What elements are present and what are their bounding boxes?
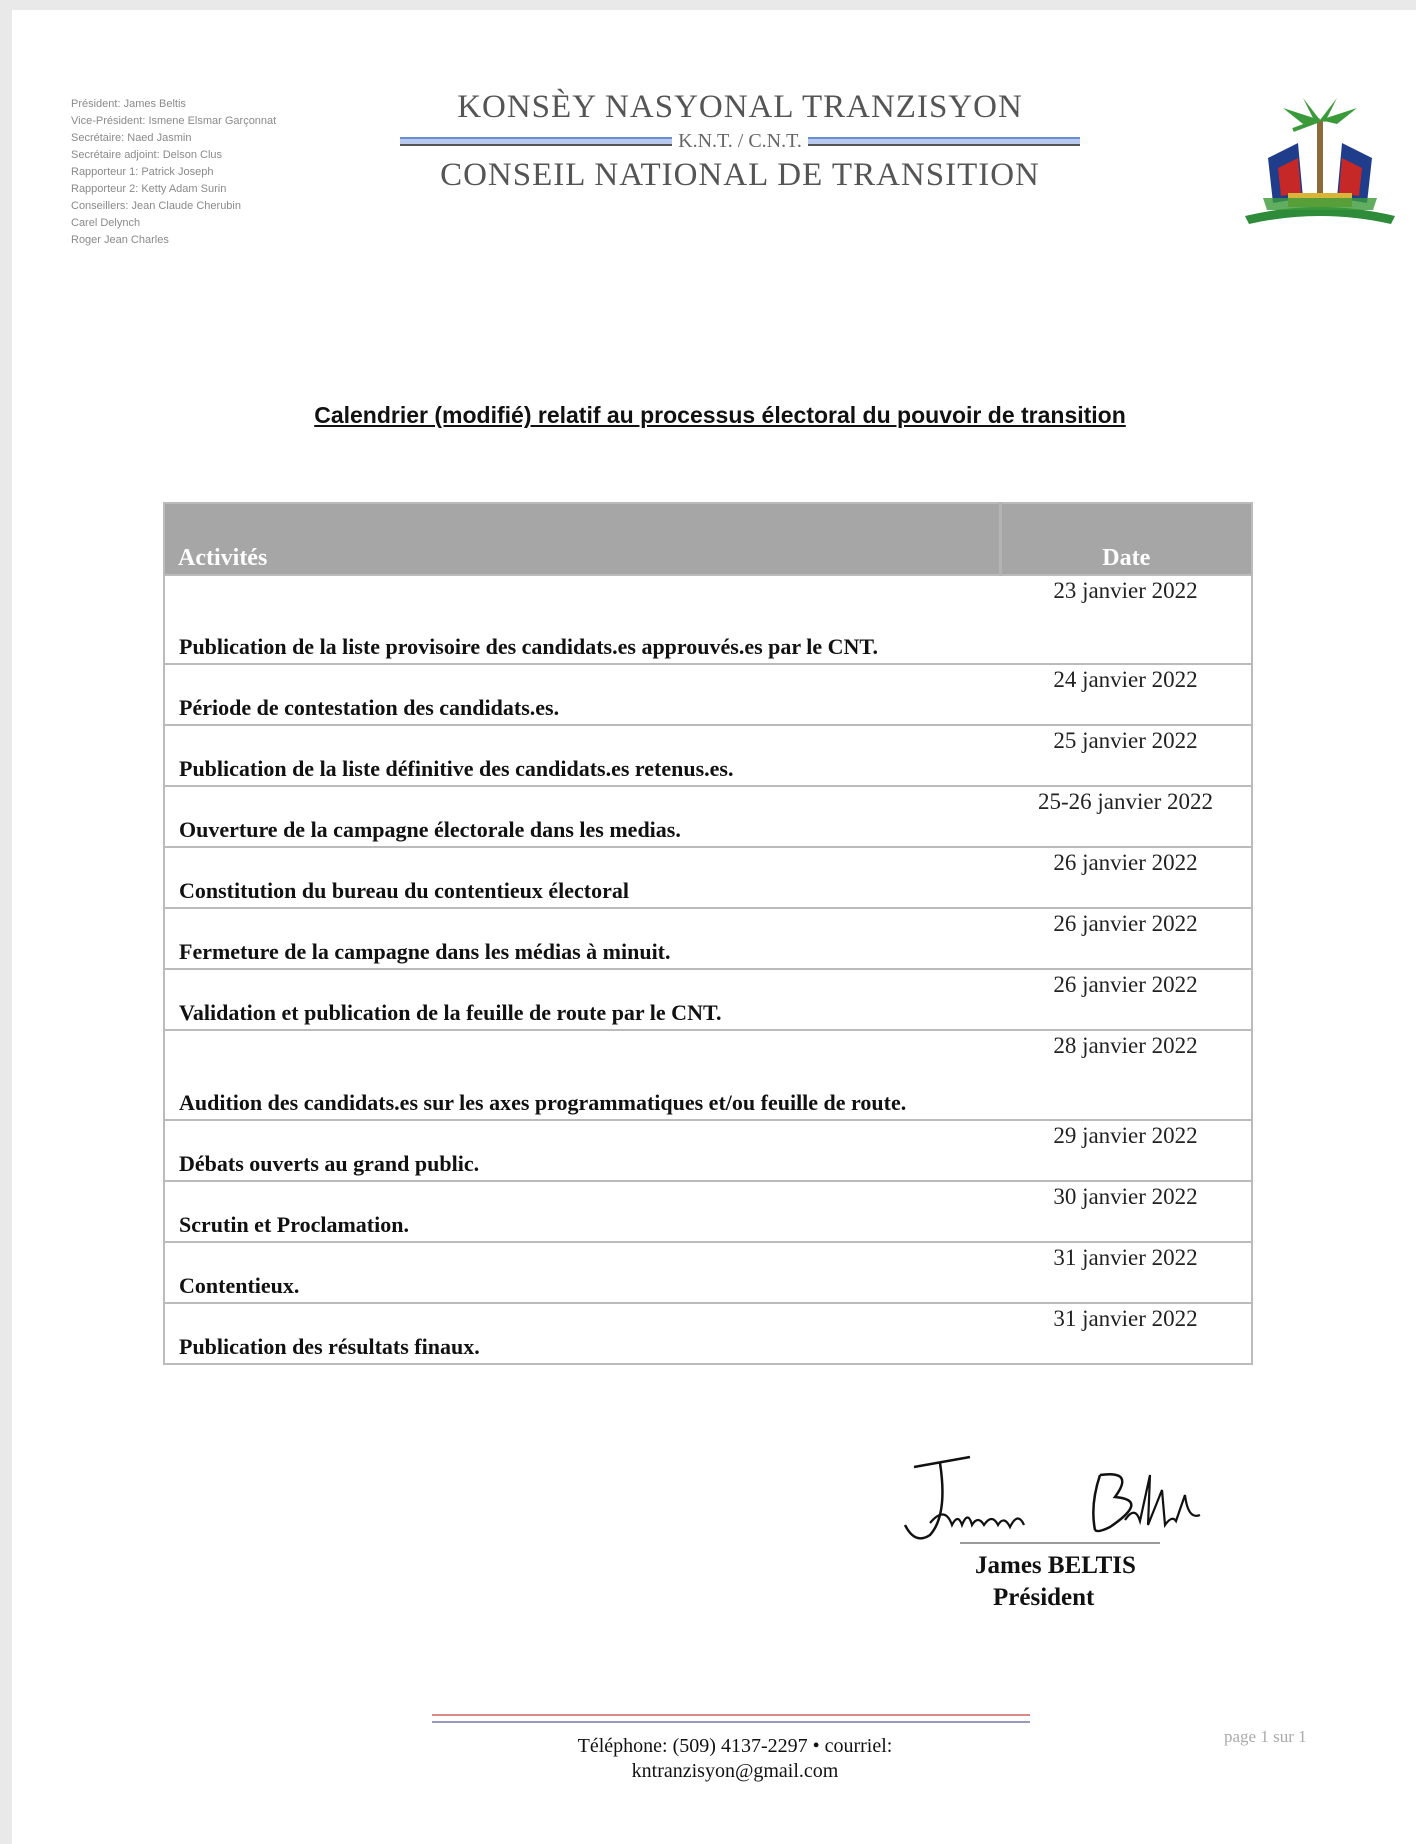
table-row (164, 1242, 1252, 1303)
coat-of-arms-icon (1243, 98, 1397, 228)
member: Rapporteur 1: Patrick Joseph (71, 166, 214, 178)
footer-phone: Téléphone: (509) 4137-2297 • courriel: (577, 1735, 893, 1757)
signatory-name: James BELTIS (975, 1552, 1136, 1579)
table-row (164, 725, 1252, 786)
date-cell: 25 janvier 2022 (1000, 725, 1252, 786)
org-name-creole: KONSÈY NASYONAL TRANZISYON (457, 89, 1023, 125)
table-row (164, 1303, 1252, 1364)
activity-cell: Publication de la liste provisoire des candidats.es approuvés.es par le CNT. (164, 575, 1000, 664)
date-cell: 31 janvier 2022 (1000, 1303, 1252, 1364)
footer-email: kntranzisyon@gmail.com (631, 1760, 839, 1782)
activity-cell: Débats ouverts au grand public. (164, 1120, 1000, 1181)
org-abbreviation: K.N.T. / C.N.T. (678, 129, 802, 152)
date-cell: 24 janvier 2022 (1000, 664, 1252, 725)
column-header-date: Date (1000, 503, 1252, 575)
date-cell: 29 janvier 2022 (1000, 1120, 1252, 1181)
activity-cell: Publication de la liste définitive des candidats.es retenus.es. (164, 725, 1000, 786)
document-title: Calendrier (modifié) relatif au processus électoral du pouvoir de transition (314, 402, 1126, 428)
table-row (164, 575, 1252, 664)
member: Rapporteur 2: Ketty Adam Surin (71, 183, 227, 195)
table-row (164, 1030, 1252, 1120)
table-row (164, 847, 1252, 908)
member: Secrétaire adjoint: Delson Clus (71, 149, 223, 161)
signatory (975, 1550, 1136, 1614)
footer-divider (432, 1714, 1030, 1723)
electoral-calendar-table (163, 502, 1253, 1365)
date-cell: 23 janvier 2022 (1000, 575, 1252, 664)
activity-cell: Publication des résultats finaux. (164, 1303, 1000, 1364)
table-row (164, 969, 1252, 1030)
divider (400, 137, 672, 146)
organization-letterhead (400, 88, 1080, 194)
date-cell: 25-26 janvier 2022 (1000, 786, 1252, 847)
table-row (164, 664, 1252, 725)
activity-cell: Scrutin et Proclamation. (164, 1181, 1000, 1242)
column-header-activities: Activités (164, 503, 1000, 575)
table-row (164, 786, 1252, 847)
activity-cell: Validation et publication de la feuille de route par le CNT. (164, 969, 1000, 1030)
activity-cell: Contentieux. (164, 1242, 1000, 1303)
activity-cell: Audition des candidats.es sur les axes programmatiques et/ou feuille de route. (164, 1030, 1000, 1120)
signatory-role: Président (993, 1584, 1095, 1611)
member: Roger Jean Charles (71, 234, 169, 246)
member: Conseillers: Jean Claude Cherubin (71, 200, 241, 212)
date-cell: 26 janvier 2022 (1000, 847, 1252, 908)
table-row (164, 1181, 1252, 1242)
member: Carel Delynch (71, 217, 141, 229)
date-cell: 26 janvier 2022 (1000, 908, 1252, 969)
activity-cell: Ouverture de la campagne électorale dans les medias. (164, 786, 1000, 847)
date-cell: 28 janvier 2022 (1000, 1030, 1252, 1120)
handwritten-signature (900, 1455, 1250, 1555)
activity-cell: Fermeture de la campagne dans les médias à minuit. (164, 908, 1000, 969)
activity-cell: Constitution du bureau du contentieux électoral (164, 847, 1000, 908)
table-row (164, 1120, 1252, 1181)
org-name-french: CONSEIL NATIONAL DE TRANSITION (440, 157, 1040, 193)
member: Secrétaire: Naed Jasmin (71, 132, 192, 144)
date-cell: 26 janvier 2022 (1000, 969, 1252, 1030)
divider (808, 137, 1080, 146)
table-row (164, 908, 1252, 969)
member: Vice-Président: Ismene Elsmar Garçonnat (71, 115, 277, 127)
page-number: page 1 sur 1 (1224, 1727, 1307, 1746)
date-cell: 31 janvier 2022 (1000, 1242, 1252, 1303)
footer-contact (435, 1734, 1035, 1784)
date-cell: 30 janvier 2022 (1000, 1181, 1252, 1242)
activity-cell: Période de contestation des candidats.es. (164, 664, 1000, 725)
council-members-list (71, 96, 276, 249)
member: Président: James Beltis (71, 98, 186, 110)
